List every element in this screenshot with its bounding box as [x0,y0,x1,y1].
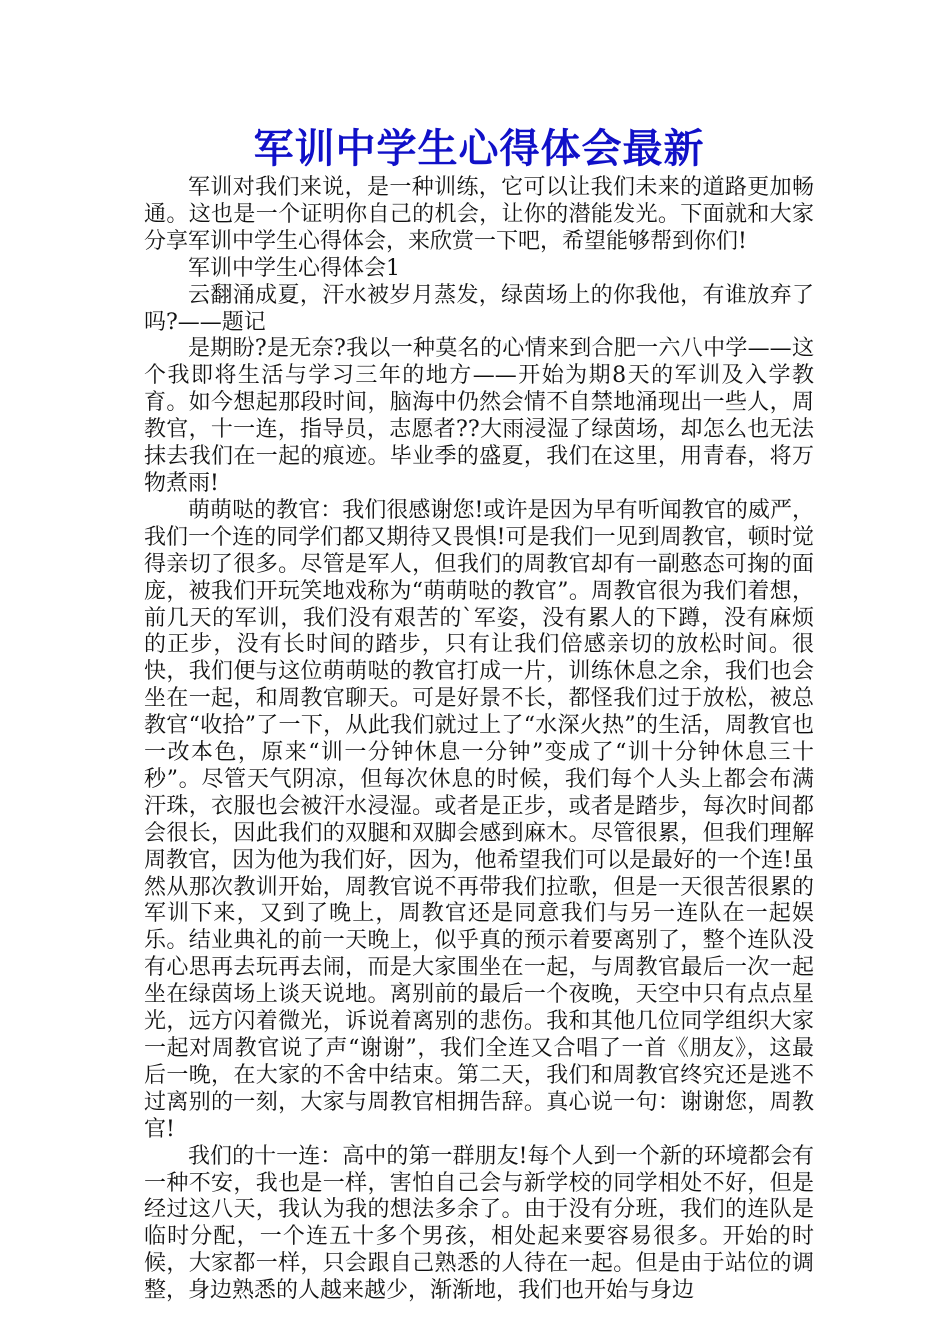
section-heading: 军训中学生心得体会1 [188,255,400,281]
document-title: 军训中学生心得体会最新 [253,125,705,172]
document-body [144,123,814,1305]
body-paragraph: 萌萌哒的教官：我们很感谢您!或许是因为早有听闻教官的威严，我们一个连的同学们都又期待又畏惧!可是我们一见到周教官，顿时觉得亲切了很多。尽管是军人，但我们的周教官却有一副憨态可掬的面庞，被我们开玩笑地戏称为“萌萌哒的教官”。周教官很为我们着想，前几天的军训，我们没有艰苦的`军姿，没有累人的下蹲，没有麻烦的正步，没有长时间的踏步，只有让我们倍感亲切的放松时间。很快，我们便与这位萌萌哒的教官打成一片，训练休息之余，我们也会坐在一起，和周教官聊天。可是好景不长，都怪我们过于放松，被总教官“收拾”了一下，从此我们就过上了“水深火热”的生活，周教官也一改本色，原来“训一分钟休息一分钟”变成了“训十分钟休息三十秒”。尽管天气阴凉，但每次休息的时候，我们每个人头上都会布满汗珠，衣服也会被汗水浸湿。或者是正步，或者是踏步，每次时间都会很长，因此我们的双腿和双脚会感到麻木。尽管很累，但我们理解周教官，因为他为我们好，因为，他希望我们可以是最好的一个连!虽然从那次教训开始，周教官说不再带我们拉歌，但是一天很苦很累的军训下来，又到了晚上，周教官还是同意我们与另一连队在一起娱乐。结业典礼的前一天晚上，似乎真的预示着要离别了，整个连队没有心思再去玩再去闹，而是大家围坐在一起，与周教官最后一次一起坐在绿茵场上谈天说地。离别前的最后一个夜晚，天空中只有点点星光，远方闪着微光，诉说着离别的悲伤。我和其他几位同学组织大家一起对周教官说了声“谢谢”，我们全连又合唱了一首《朋友》，这最后一晚，在大家的不舍中结束。第二天，我们和周教官终究还是逃不过离别的一刻，大家与周教官相拥告辞。真心说一句：谢谢您，周教官! [144,497,814,1142]
body-paragraph: 是期盼?是无奈?我以一种莫名的心情来到合肥一六八中学——这个我即将生活与学习三年的地方——开始为期8天的军训及入学教育。如今想起那段时间，脑海中仍然会情不自禁地涌现出一些人，周教官，十一连，指导员，志愿者??大雨浸湿了绿茵场，却怎么也无法抹去我们在一起的痕迹。毕业季的盛夏，我们在这里，用青春，将万物煮雨! [144,336,814,496]
body-paragraph: 我们的十一连：高中的第一群朋友!每个人到一个新的环境都会有一种不安，我也是一样，害怕自己会与新学校的同学相处不好，但是经过这八天，我认为我的想法多余了。由于没有分班，我们的连队是临时分配，一个连五十多个男孩，相处起来要容易很多。开始的时候，大家都一样，只会跟自己熟悉的人待在一起。但是由于站位的调整，身边熟悉的人越来越少，渐渐地，我们也开始与身边 [144,1143,814,1304]
intro-paragraph: 军训对我们来说，是一种训练，它可以让我们未来的道路更加畅通。这也是一个证明你自己的机会，让你的潜能发光。下面就和大家分享军训中学生心得体会，来欣赏一下吧，希望能够帮到你们! [144,175,814,254]
epigraph-paragraph: 云翻涌成夏，汗水被岁月蒸发，绿茵场上的你我他，有谁放弃了吗?——题记 [144,282,814,335]
